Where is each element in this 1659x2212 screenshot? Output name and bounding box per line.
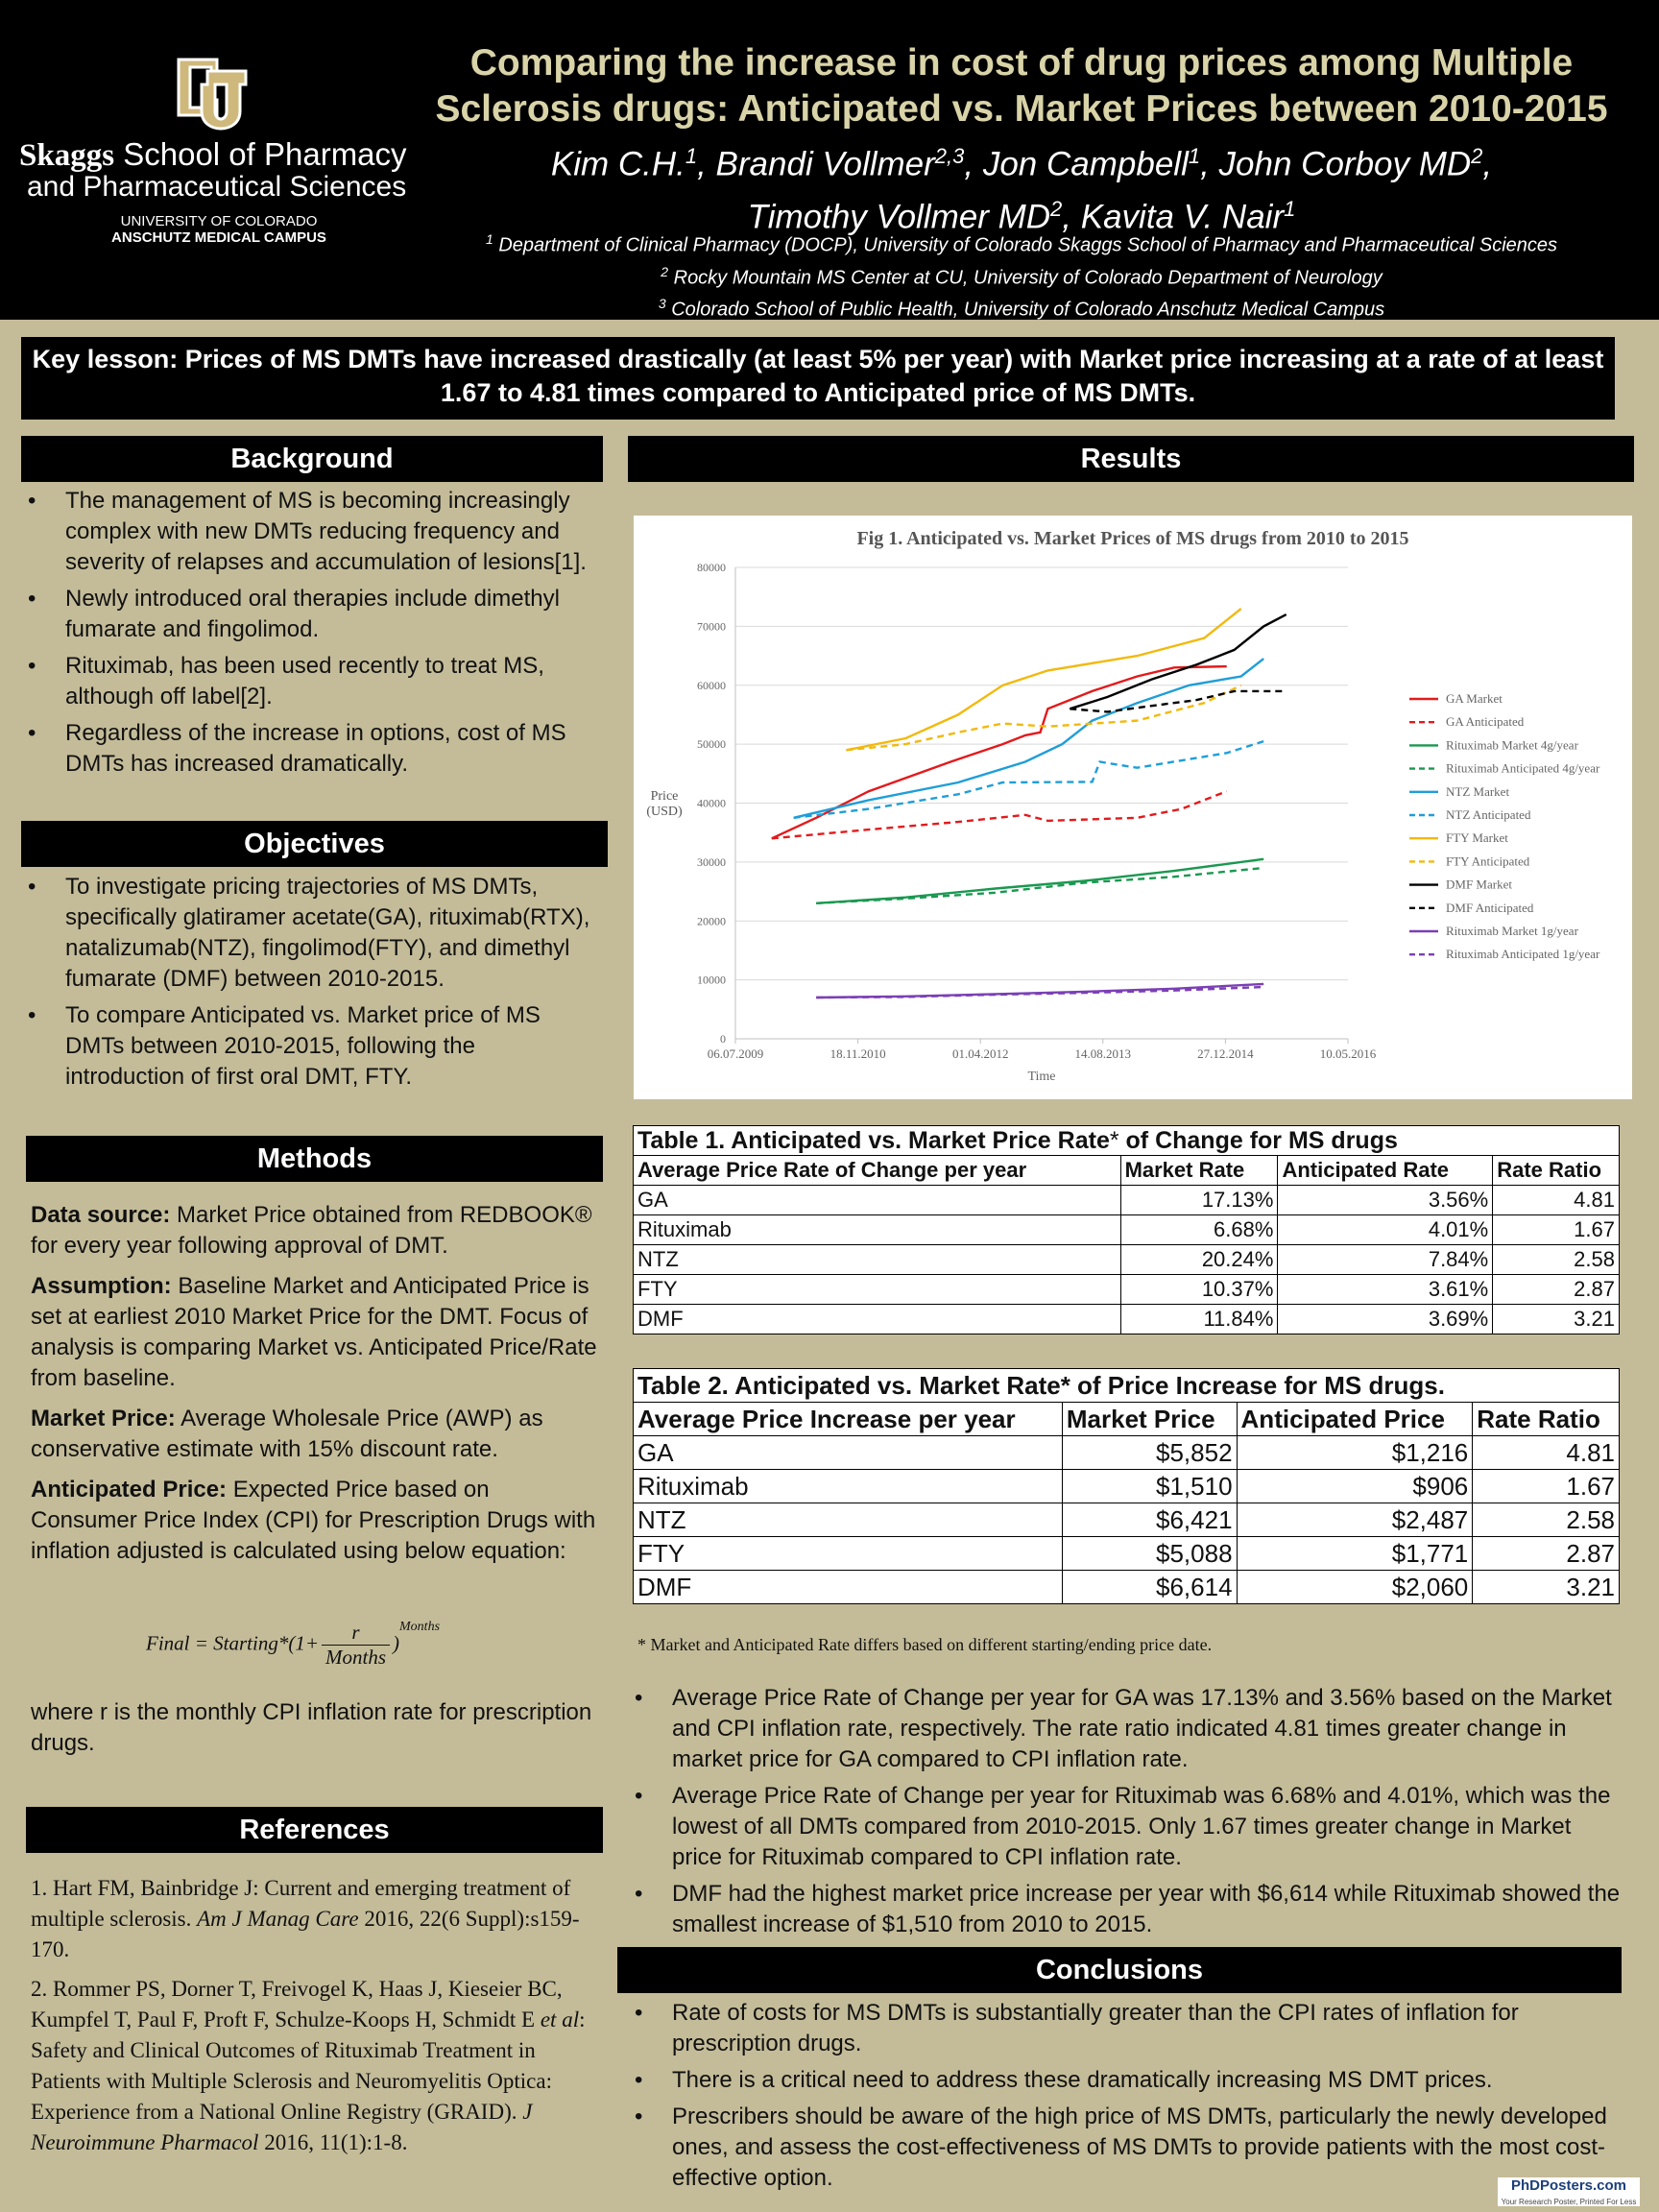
legend-label: FTY Anticipated [1446, 854, 1530, 869]
results-heading: Results [628, 436, 1634, 482]
cell-value: $1,771 [1237, 1537, 1473, 1571]
affiliation-1 [384, 227, 1659, 259]
cell-value: 10.37% [1120, 1275, 1278, 1305]
conclusions-heading: Conclusions [617, 1947, 1622, 1993]
table-2-header-cell: Rate Ratio [1473, 1403, 1620, 1436]
table-1-header-cell: Rate Ratio [1493, 1156, 1620, 1186]
author-name: John Corboy MD [1218, 145, 1472, 183]
cell-value: $6,421 [1062, 1503, 1237, 1537]
objectives-item: • To investigate pricing trajectories of MS DMTs, specifically glatiramer acetate(GA), rituximab(RTX), natalizumab(NTZ), fingolimod(FTY), and dimethyl fumarate (DMF) between 2010-2015. [21, 872, 597, 995]
table-1 [633, 1125, 1620, 1334]
cell-value: 3.56% [1278, 1186, 1493, 1215]
cell-value: 20.24% [1120, 1245, 1278, 1275]
table-1-caption: Table 1. Anticipated vs. Market Price Rate* of Change for MS drugs [634, 1126, 1493, 1156]
x-tick-label: 14.08.2013 [1074, 1046, 1132, 1061]
series-line [846, 685, 1240, 751]
background-item: • Regardless of the increase in options, cost of MS DMTs has increased dramatically. [21, 718, 597, 780]
school-name-line2: and Pharmaceutical Sciences [27, 171, 407, 203]
table-row [634, 1571, 1620, 1604]
y-tick-label: 20000 [697, 914, 726, 928]
figure-1-chart [634, 516, 1632, 1099]
author-name: Brandi Vollmer [715, 145, 935, 183]
table-row [634, 1215, 1620, 1245]
campus-name: ANSCHUTZ MEDICAL CAMPUS [111, 229, 326, 246]
cell-value: 1.67 [1493, 1215, 1620, 1245]
table-2-header-row [634, 1403, 1620, 1436]
cell-value: $5,088 [1062, 1537, 1237, 1571]
row-label: DMF [634, 1571, 1063, 1604]
legend-label: Rituximab Market 1g/year [1446, 924, 1578, 938]
author-affiliation-mark: 2,3 [934, 144, 965, 168]
legend-label: GA Anticipated [1446, 714, 1525, 730]
results-item: • DMF had the highest market price increase per year with $6,614 while Rituximab showed the smallest increase of $1,510 from 2010 to 2015. [628, 1879, 1626, 1940]
cell-value: $2,487 [1237, 1503, 1473, 1537]
y-tick-label: 30000 [697, 854, 726, 869]
background-list [21, 486, 597, 785]
affiliation-mark: 3 [658, 296, 666, 312]
cell-value: 3.21 [1473, 1571, 1620, 1604]
row-label: NTZ [634, 1245, 1121, 1275]
table-row [634, 1470, 1620, 1503]
author-affiliation-mark: 1 [1188, 144, 1201, 168]
row-label: Rituximab [634, 1470, 1063, 1503]
poster-header [0, 0, 1659, 320]
conclusions-item: • There is a critical need to address these dramatically increasing MS DMT prices. [628, 2065, 1626, 2096]
table-1-header-cell: Market Rate [1120, 1156, 1278, 1186]
x-tick-label: 01.04.2012 [951, 1046, 1009, 1061]
cell-value: $6,614 [1062, 1571, 1237, 1604]
cell-value: 2.87 [1473, 1537, 1620, 1571]
results-item: • Average Price Rate of Change per year for GA was 17.13% and 3.56% based on the Market and CPI inflation rate, respectively. The rate ratio indicated 4.81 times greater change in market price for GA compared to CPI inflation rate. [628, 1683, 1626, 1775]
x-tick-label: 06.07.2009 [707, 1046, 764, 1061]
cell-value: 4.81 [1473, 1436, 1620, 1470]
table-row [634, 1245, 1620, 1275]
y-tick-label: 0 [720, 1032, 726, 1046]
series-line [794, 741, 1263, 818]
row-label: FTY [634, 1537, 1063, 1571]
affiliation-mark: 1 [485, 231, 493, 247]
author-line-1 [384, 134, 1659, 187]
author-affiliation-mark: 1 [685, 144, 698, 168]
series-line [816, 859, 1263, 903]
line-chart [634, 516, 1632, 1099]
objectives-list [21, 872, 597, 1098]
author-affiliation-mark: 1 [1284, 196, 1296, 221]
row-label: DMF [634, 1305, 1121, 1334]
methods-data-source: Data source: Market Price obtained from REDBOOK® for every year following approval of DMT. [31, 1202, 592, 1259]
row-label: NTZ [634, 1503, 1063, 1537]
key-lesson: Key lesson: Prices of MS DMTs have increased drastically (at least 5% per year) with Market price increasing at a rate of at least 1.67 to 4.81 times compared to Anticipated price of MS DMTs. [21, 337, 1615, 420]
methods-body [31, 1200, 597, 1576]
objectives-heading: Objectives [21, 821, 608, 867]
objectives-item: • To compare Anticipated vs. Market price of MS DMTs between 2010-2015, following the introduction of first oral DMT, FTY. [21, 1000, 597, 1093]
background-item: • Newly introduced oral therapies include dimethyl fumarate and fingolimod. [21, 584, 597, 645]
affiliation-mark: 2 [661, 263, 669, 279]
row-label: GA [634, 1186, 1121, 1215]
table-2-header-cell: Market Price [1062, 1403, 1237, 1436]
cell-value: $1,216 [1237, 1436, 1473, 1470]
cell-value: 4.01% [1278, 1215, 1493, 1245]
chart-title: Fig 1. Anticipated vs. Market Prices of MS drugs from 2010 to 2015 [856, 528, 1409, 549]
y-tick-label: 60000 [697, 678, 726, 692]
background-item: • Rituximab, has been used recently to treat MS, although off label[2]. [21, 651, 597, 712]
university-name: UNIVERSITY OF COLORADO [120, 213, 318, 229]
author-separator: , [964, 145, 983, 183]
x-axis-label: Time [1027, 1070, 1056, 1084]
reference-2: 2. Rommer PS, Dorner T, Freivogel K, Haas J, Kieseier BC, Kumpfel T, Paul F, Proft F, Schulze-Koops H, Schmidt E et al: Safety and Clinical Outcomes of Rituximab Treatment in Patients with Multiple Sclerosis and Neuromyelitis Optica: Experience from a National Online Registry (GRAID). J Neuroimmune Pharmacol 2016, 11(1):1-8. [31, 1977, 586, 2154]
methods-market-price: Market Price: Average Wholesale Price (AWP) as conservative estimate with 15% discount rate. [31, 1406, 543, 1462]
author-name: Kavita V. Nair [1080, 198, 1285, 236]
methods-assumption: Assumption: Baseline Market and Anticipated Price is set at earliest 2010 Market Price for the DMT. Focus of analysis is comparing Market vs. Anticipated Price/Rate from baseline. [31, 1273, 597, 1391]
author-affiliation-mark: 2 [1471, 144, 1483, 168]
poster-title: Comparing the increase in cost of drug prices among Multiple Sclerosis drugs: Anticipated vs. Market Prices between 2010-2015 [435, 42, 1608, 130]
author-name: Jon Campbell [982, 145, 1189, 183]
cell-value: 3.69% [1278, 1305, 1493, 1334]
methods-heading: Methods [26, 1136, 603, 1182]
author-name: Timothy Vollmer MD [747, 198, 1051, 236]
y-axis-label: (USD) [646, 805, 683, 819]
legend-label: Rituximab Anticipated 4g/year [1446, 760, 1600, 776]
cell-value: 2.58 [1493, 1245, 1620, 1275]
table-1-header-cell: Average Price Rate of Change per year [634, 1156, 1121, 1186]
legend-label: GA Market [1446, 691, 1503, 706]
references-list [31, 1873, 607, 2167]
x-tick-label: 10.05.2016 [1319, 1046, 1377, 1061]
cu-logo-icon [173, 56, 252, 131]
table-2-header-cell: Average Price Increase per year [634, 1403, 1063, 1436]
table-row [634, 1503, 1620, 1537]
legend-label: FTY Market [1446, 830, 1508, 846]
reference-1: 1. Hart FM, Bainbridge J: Current and emerging treatment of multiple sclerosis. Am J Manag Care 2016, 22(6 Suppl):s159-170. [31, 1876, 580, 1961]
methods-anticipated-price: Anticipated Price: Expected Price based on Consumer Price Index (CPI) for Prescription Drugs with inflation adjusted is calculated using below equation: [31, 1477, 596, 1564]
background-item: • The management of MS is becoming increasingly complex with new DMTs reducing frequency and severity of relapses and accumulation of lesions[1]. [21, 486, 597, 578]
legend-label: Rituximab Market 4g/year [1446, 737, 1578, 753]
author-list [384, 134, 1659, 239]
author-separator: , [697, 145, 716, 183]
series-line [772, 791, 1227, 838]
table-footnote: * Market and Anticipated Rate differs based on different starting/ending price date. [637, 1635, 1213, 1654]
y-tick-label: 50000 [697, 737, 726, 752]
cell-value: $906 [1237, 1470, 1473, 1503]
affiliations [384, 227, 1659, 324]
table-row [634, 1436, 1620, 1470]
cell-value: 6.68% [1120, 1215, 1278, 1245]
row-label: Rituximab [634, 1215, 1121, 1245]
y-tick-label: 40000 [697, 796, 726, 810]
legend-label: NTZ Anticipated [1446, 807, 1531, 822]
affiliation-text: Colorado School of Public Health, University of Colorado Anschutz Medical Campus [665, 299, 1385, 321]
references-heading: References [26, 1807, 603, 1853]
conclusions-item: • Prescribers should be aware of the high price of MS DMTs, particularly the newly developed ones, and assess the cost-effectiveness of MS DMTs to provide patients with the most cost-effective option. [628, 2102, 1626, 2194]
methods-where: where r is the monthly CPI inflation rate for prescription drugs. [31, 1699, 592, 1756]
cell-value: $1,510 [1062, 1470, 1237, 1503]
table-1-header-cell: Anticipated Rate [1278, 1156, 1493, 1186]
table-row [634, 1186, 1620, 1215]
table-row [634, 1275, 1620, 1305]
school-name-line1: Skaggs School of Pharmacy [19, 136, 407, 173]
table-row [634, 1305, 1620, 1334]
table-1-header-row [634, 1156, 1620, 1186]
table-2 [633, 1368, 1620, 1604]
affiliation-text: Department of Clinical Pharmacy (DOCP), University of Colorado Skaggs School of Pharmacy and Pharmaceutical Sciences [493, 234, 1558, 256]
legend-label: Rituximab Anticipated 1g/year [1446, 947, 1600, 962]
cell-value: 17.13% [1120, 1186, 1278, 1215]
author-separator: , [1062, 198, 1081, 236]
phdposters-logo: PhDPosters.com Your Research Poster, Printed For Less [1498, 2177, 1640, 2206]
cell-value: 1.67 [1473, 1470, 1620, 1503]
cell-value: 2.87 [1493, 1275, 1620, 1305]
cell-value: 11.84% [1120, 1305, 1278, 1334]
affiliation-text: Rocky Mountain MS Center at CU, University of Colorado Department of Neurology [668, 267, 1382, 289]
results-list [628, 1683, 1626, 1946]
table-2-header-cell: Anticipated Price [1237, 1403, 1473, 1436]
x-tick-label: 18.11.2010 [830, 1046, 886, 1061]
legend-label: DMF Anticipated [1446, 900, 1534, 915]
background-heading: Background [21, 436, 603, 482]
cpi-equation: Final = Starting*(1+ r Months )$^{Months}$ [146, 1620, 441, 1669]
author-name: Kim C.H. [550, 145, 685, 183]
series-line [846, 609, 1240, 750]
y-axis-label: Price [650, 789, 679, 804]
conclusions-item: • Rate of costs for MS DMTs is substantially greater than the CPI rates of inflation for prescription drugs. [628, 1998, 1626, 2059]
author-separator: , [1200, 145, 1219, 183]
table-2-caption: Table 2. Anticipated vs. Market Rate* of Price Increase for MS drugs. [634, 1369, 1620, 1403]
cell-value: 2.58 [1473, 1503, 1620, 1537]
legend-label: NTZ Market [1446, 783, 1510, 799]
cell-value: $5,852 [1062, 1436, 1237, 1470]
y-tick-label: 80000 [697, 561, 726, 574]
y-tick-label: 10000 [697, 973, 726, 987]
author-separator: , [1482, 145, 1493, 183]
cell-value: 7.84% [1278, 1245, 1493, 1275]
cell-value: $2,060 [1237, 1571, 1473, 1604]
cell-value: 4.81 [1493, 1186, 1620, 1215]
results-item: • Average Price Rate of Change per year for Rituximab was 6.68% and 4.01%, which was the lowest of all DMTs compared from 2010-2015. Only 1.67 times greater change in Market price for Rituximab compared to CPI inflation rate. [628, 1781, 1626, 1873]
cell-value: 3.61% [1278, 1275, 1493, 1305]
row-label: FTY [634, 1275, 1121, 1305]
conclusions-list [628, 1998, 1626, 2200]
table-row [634, 1537, 1620, 1571]
y-tick-label: 70000 [697, 619, 726, 634]
author-affiliation-mark: 2 [1050, 196, 1063, 221]
row-label: GA [634, 1436, 1063, 1470]
x-tick-label: 27.12.2014 [1197, 1046, 1254, 1061]
affiliation-3 [384, 291, 1659, 324]
cell-value: 3.21 [1493, 1305, 1620, 1334]
legend-label: DMF Market [1446, 877, 1512, 892]
affiliation-2 [384, 259, 1659, 292]
